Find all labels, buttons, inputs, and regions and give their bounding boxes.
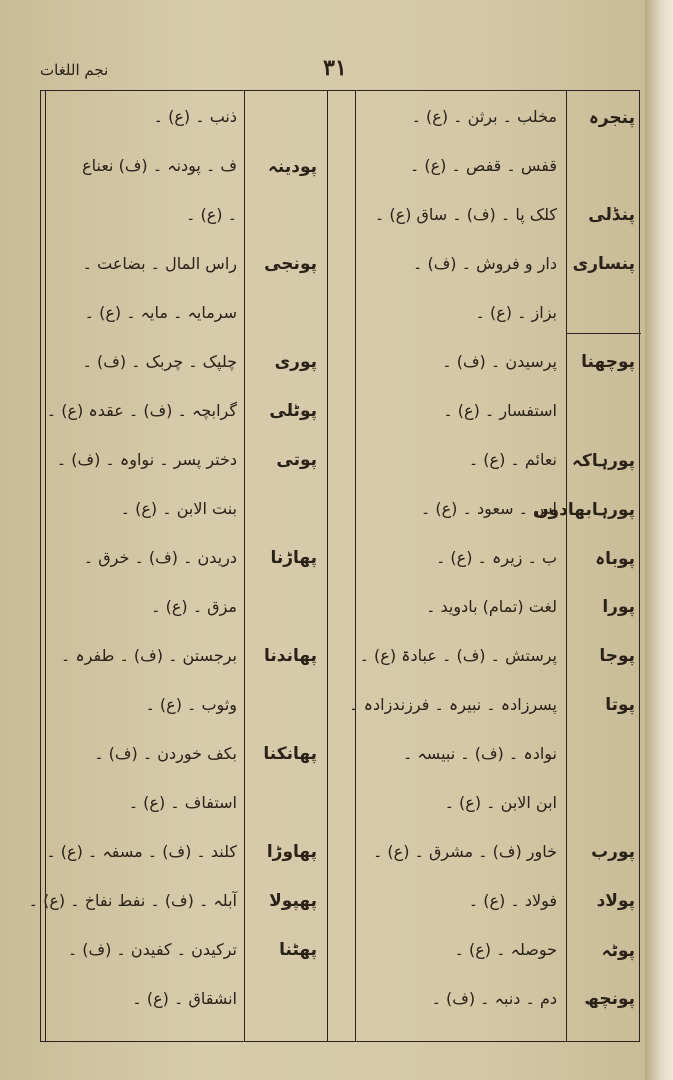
headword: پوجا xyxy=(599,646,635,666)
translation-line: پرستش ۔ (ف) ۔ عبادۃ (ع) ۔ xyxy=(359,646,557,665)
headword: پھاندنا xyxy=(264,646,317,666)
translation-line: دار و فروش ۔ (ف) ۔ xyxy=(412,254,557,273)
translation-line: وثوب ۔ (ع) ۔ xyxy=(145,695,237,714)
translation-line: حوصلہ ۔ (ع) ۔ xyxy=(454,940,557,959)
translation-line: چلپک ۔ چربک ۔ (ف) ۔ xyxy=(82,352,237,371)
translation-line: گرابچہ ۔ (ف) ۔ عقدہ (ع) ۔ xyxy=(46,401,237,420)
translation-line: دم ۔ دنبہ ۔ (ف) ۔ xyxy=(431,989,557,1008)
translation-line: بکف خوردن ۔ (ف) ۔ xyxy=(94,744,237,763)
translation-line: خاور (ف) ۔ مشرق ۔ (ع) ۔ xyxy=(372,842,557,861)
translation-line: مخلب ۔ برثن ۔ (ع) ۔ xyxy=(411,107,557,126)
translation-line: پرسیدن ۔ (ف) ۔ xyxy=(442,352,557,371)
translation-line: سرمایہ ۔ مایہ ۔ (ع) ۔ xyxy=(84,303,237,322)
headword: پونچھ xyxy=(584,989,635,1009)
translation-line: ۔ (ع) ۔ xyxy=(186,205,237,224)
translation-line: مزق ۔ (ع) ۔ xyxy=(151,597,237,616)
headword: پوتی xyxy=(276,450,317,470)
headword: پوٹہ xyxy=(601,941,635,961)
page-edge xyxy=(645,0,673,1080)
headword: پھاوڑا xyxy=(266,842,317,862)
headword: پنساری xyxy=(572,254,635,274)
translation-line: قفس ۔ قفص ۔ (ع) ۔ xyxy=(409,156,557,175)
headword: پھٹنا xyxy=(279,940,317,960)
row-rule xyxy=(566,333,641,334)
headword: پوباہ xyxy=(595,549,635,569)
headword: پولاد xyxy=(596,891,635,911)
translation-line: ف ۔ پودنہ ۔ (ف) نعناع xyxy=(82,156,237,175)
headword: پھاڑنا xyxy=(270,548,317,568)
translation-line: کلند ۔ (ف) ۔ مسفہ ۔ (ع) ۔ xyxy=(46,842,237,861)
headword: پورا xyxy=(602,597,635,617)
translation-line: نعائم ۔ (ع) ۔ xyxy=(468,450,557,469)
translation-line: کلک پا ۔ (ف) ۔ ساق (ع) ۔ xyxy=(374,205,557,224)
dictionary-table xyxy=(28,90,640,1042)
translation-line: برجستن ۔ (ف) ۔ طفرہ ۔ xyxy=(60,646,237,665)
translation-line: پسرزادہ ۔ نبیرہ ۔ فرزندزادہ ۔ xyxy=(349,695,557,714)
translation-line: استفاف ۔ (ع) ۔ xyxy=(128,793,237,812)
headword: پھپولا xyxy=(269,891,317,911)
page-number: ۳۱ xyxy=(323,55,347,81)
translation-line: استفسار ۔ (ع) ۔ xyxy=(443,401,557,420)
translation-line: نوادہ ۔ (ف) ۔ نبیسہ ۔ xyxy=(402,744,557,763)
translation-line: بنت الابن ۔ (ع) ۔ xyxy=(120,499,237,518)
headword: پورب xyxy=(591,842,635,862)
translation-line: ذنب ۔ (ع) ۔ xyxy=(153,107,237,126)
translation-line: دریدن ۔ (ف) ۔ خرق ۔ xyxy=(83,548,237,567)
headword: پھانکنا xyxy=(263,744,317,764)
running-head: نجم اللغات xyxy=(40,61,109,79)
translation-line: ترکیدن ۔ کفیدن ۔ (ف) ۔ xyxy=(67,940,237,959)
translation-line: لغت (تمام) بادوید ۔ xyxy=(426,597,557,616)
headword: پوری xyxy=(274,352,317,372)
headword: پورہاکہ xyxy=(571,451,635,471)
column-rule xyxy=(355,91,356,1041)
column-rule xyxy=(327,91,328,1041)
headword: پودینہ xyxy=(267,157,317,177)
translation-line: آبلہ ۔ (ف) ۔ نفط نفاخ ۔ (ع) ۔ xyxy=(28,891,237,910)
translation-line: بزاز ۔ (ع) ۔ xyxy=(475,303,557,322)
translation-line: ابن الابن ۔ (ع) ۔ xyxy=(444,793,557,812)
translation-line: ب ۔ زیرہ ۔ (ع) ۔ xyxy=(435,548,557,567)
headword: پورہابھادوں xyxy=(534,500,635,520)
headword: پنجرہ xyxy=(588,108,635,128)
headword: پونجی xyxy=(264,254,317,274)
headword: پوتا xyxy=(605,695,635,715)
headword: پنڈلی xyxy=(588,205,635,225)
translation-line: دختر پسر ۔ نواوہ ۔ (ف) ۔ xyxy=(56,450,237,469)
page-header xyxy=(40,55,630,91)
headword: پوچھنا xyxy=(581,352,635,372)
translation-line: انشقاق ۔ (ع) ۔ xyxy=(132,989,237,1008)
translation-line: راس المال ۔ بضاعت ۔ xyxy=(82,254,237,273)
headword: پوٹلی xyxy=(269,401,317,421)
translation-line: اس ۔ سعود ۔ (ع) ۔ xyxy=(420,499,557,518)
translation-line: فولاد ۔ (ع) ۔ xyxy=(468,891,557,910)
